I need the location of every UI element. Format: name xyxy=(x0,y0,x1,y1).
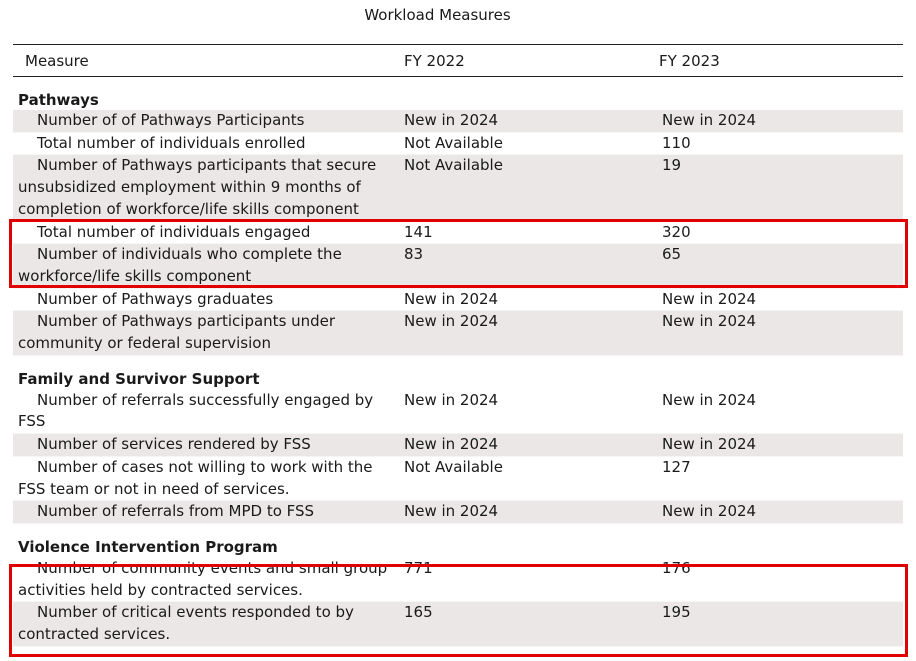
table-row xyxy=(13,133,903,156)
table-header xyxy=(13,44,903,77)
measure-cell: Number of of Pathways Participants xyxy=(37,111,305,129)
workload-measures-table xyxy=(13,44,903,647)
column-header-fy2023: FY 2023 xyxy=(659,52,720,70)
measure-cell: Number of Pathways participants under community or federal supervision xyxy=(18,312,336,353)
fy2022-cell: New in 2024 xyxy=(404,312,499,331)
measure-cell: Number of cases not willing to work with the FSS team or not in need of services. xyxy=(18,457,373,498)
measure-cell: Number of services rendered by FSS xyxy=(37,435,311,454)
fy2022-cell: Not Available xyxy=(404,133,503,152)
measure-cell: Number of Pathways participants that secure unsubsidized employment within 9 months of completion of workforce/life skills component xyxy=(18,156,377,218)
column-header-fy2022: FY 2022 xyxy=(404,52,465,70)
fy2022-cell: New in 2024 xyxy=(404,390,499,409)
measure-cell: Number of referrals from MPD to FSS xyxy=(37,502,315,521)
fy2023-cell: 65 xyxy=(662,245,682,264)
measure-cell: Total number of individuals engaged xyxy=(37,222,311,241)
measure-cell: Number of community events and small group activities held by contracted services. xyxy=(18,558,388,599)
fy2023-cell: New in 2024 xyxy=(662,289,757,308)
table-row xyxy=(13,155,903,221)
fy2023-cell: 176 xyxy=(662,558,691,577)
measure-cell: Number of individuals who complete the workforce/life skills component xyxy=(18,245,342,285)
section-title-violence-intervention: Violence Intervention Program xyxy=(18,537,278,556)
measure-cell: Number of Pathways graduates xyxy=(37,289,274,308)
fy2022-cell: New in 2024 xyxy=(404,502,499,521)
fy2022-cell: New in 2024 xyxy=(404,435,499,454)
table-row xyxy=(13,602,903,646)
fy2023-cell: New in 2024 xyxy=(662,390,757,409)
fy2023-cell: 195 xyxy=(662,603,691,622)
table-row xyxy=(13,311,903,355)
fy2022-cell: New in 2024 xyxy=(404,289,499,308)
measure-cell: Total number of individuals enrolled xyxy=(37,133,306,152)
table-row xyxy=(13,289,903,312)
fy2023-cell: 19 xyxy=(662,156,682,175)
fy2022-cell: 141 xyxy=(404,222,433,241)
measure-cell: Number of referrals successfully engaged by FSS xyxy=(18,390,374,431)
section-title-pathways: Pathways xyxy=(18,91,99,109)
table-row xyxy=(13,110,903,133)
table-row xyxy=(13,390,903,434)
fy2022-cell: 83 xyxy=(404,245,424,264)
fy2023-cell: New in 2024 xyxy=(662,111,757,129)
table-row xyxy=(13,244,903,288)
fy2022-cell: New in 2024 xyxy=(404,111,499,129)
table-row xyxy=(13,501,903,524)
table-caption: Workload Measures xyxy=(364,6,511,24)
fy2022-cell: 771 xyxy=(404,558,433,577)
fy2023-cell: 320 xyxy=(662,222,691,241)
section-title-family-survivor-support: Family and Survivor Support xyxy=(18,369,260,388)
column-header-measure: Measure xyxy=(25,52,89,70)
fy2022-cell: Not Available xyxy=(404,457,503,476)
fy2022-cell: Not Available xyxy=(404,156,503,175)
table-row xyxy=(13,222,903,245)
fy2023-cell: New in 2024 xyxy=(662,312,757,331)
table-row xyxy=(13,434,903,457)
fy2022-cell: 165 xyxy=(404,603,433,622)
fy2023-cell: 110 xyxy=(662,133,691,152)
measure-cell: Number of critical events responded to by contracted services. xyxy=(18,603,354,644)
fy2023-cell: 127 xyxy=(662,457,691,476)
fy2023-cell: New in 2024 xyxy=(662,502,757,521)
table-row xyxy=(13,558,903,602)
table-row xyxy=(13,457,903,501)
fy2023-cell: New in 2024 xyxy=(662,435,757,454)
